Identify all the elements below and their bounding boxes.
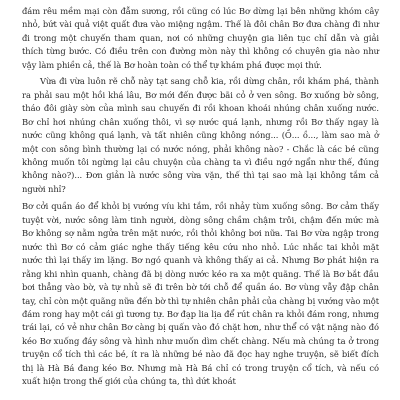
paragraph-1: đám rêu mềm mại còn đẫm sương, rồi cũng có lúc Bơ dừng lại bên những khóm cây nhỏ, bứt vài quả việt quất đưa vào miệng ngậm. Thế là đôi chân Bơ đưa chàng đi như đi trong một chuyến tham quan, nơi có những chuyện gia liên tục chỉ dẫn và giải thích từng bước. Có điều trên con đường mòn này thì không có chuyên gia nào như vậy làm phiền cả, thế là Bơ hoàn toàn có thể tự khám phá được mọi thứ. [22,6,379,70]
paragraph-2: Vừa đi vừa luôn rẽ chỗ này tạt sang chỗ kia, rồi dừng chân, rồi khám phá, thành ra phải sau một hồi khá lâu, Bơ mới đến được bãi cỏ ở ven sông. Bơ xuống bờ sông, tháo đôi giày sờn của mình sau chuyến đi rồi khoan khoái nhúng chân xuống nước. Bơ chỉ hơi nhúng chân xuống thôi, vì sợ nước quá lạnh, nhưng rồi Bơ thấy ngay là nước cũng không quá lạnh, và tất nhiên cũng không nóng... (Ồ... ồ..., làm sao mà ở một con sông bình thường lại có nước nóng, phải không nào? - Chắc là các bé cũng không muốn tôi ngừng lại câu chuyện của chàng ta vì điều ngớ ngẩn như thế, đúng không nào?)... Đơn giản là nước sông vừa vặn, thế thì tại sao mà lại không tắm cả người nhỉ? [22,76,379,194]
paragraph-3: Bơ cởi quần áo để khỏi bị vướng víu khi tắm, rồi nhảy tùm xuống sông. Bơ cảm thấy tuyệt vời, nước sông làm tinh người, dòng sông chầm chậm trôi, chậm đến mức mà Bơ không sợ nằm ngửa trên mặt nước, rồi thỏi không bơi nữa. Tai Bơ vừa ngập trong nước thì Bơ có cảm giác nghe thấy tiếng kêu cứu nho nhỏ. Lúc nhắc tai khỏi mặt nước thì lại thấy im lặng. Bơ ngó quanh và không thấy ai cả. Nhưng Bơ phát hiện ra rằng khi nhìn quanh, chàng đã bị dòng nước kéo ra xa một quãng. Thế là Bơ bắt đầu bơi thẳng vào bờ, và tự nhủ sẽ đi trên bờ tới chỗ để quần áo. Bơ vùng vẫy đập chân tay, chỉ còn một quãng nữa đến bờ thì tự nhiên chân phải của chàng bị vướng vào một đám rong hay một cái gì tương tự. Bơ đạp lia lịa để rút chân ra khỏi đám rong, nhưng trái lại, có vẻ như chân Bơ càng bị quấn vào đó chặt hơn, như thể có vật nặng nào đó kéo Bơ xuống đáy sông và hình như muốn dìm chết chàng. Nếu mà chúng ta ở trong truyện cổ tích thì các bé, ít ra là những bé nào đã đọc hay nghe truyện, sẽ biết đích thị là Hà Bá đang kéo Bơ. Nhưng mà Hà Bá chỉ có trong truyện cổ tích, và nếu có xuất hiện trong thế giới của chúng ta, thì dứt khoát [22,201,379,387]
